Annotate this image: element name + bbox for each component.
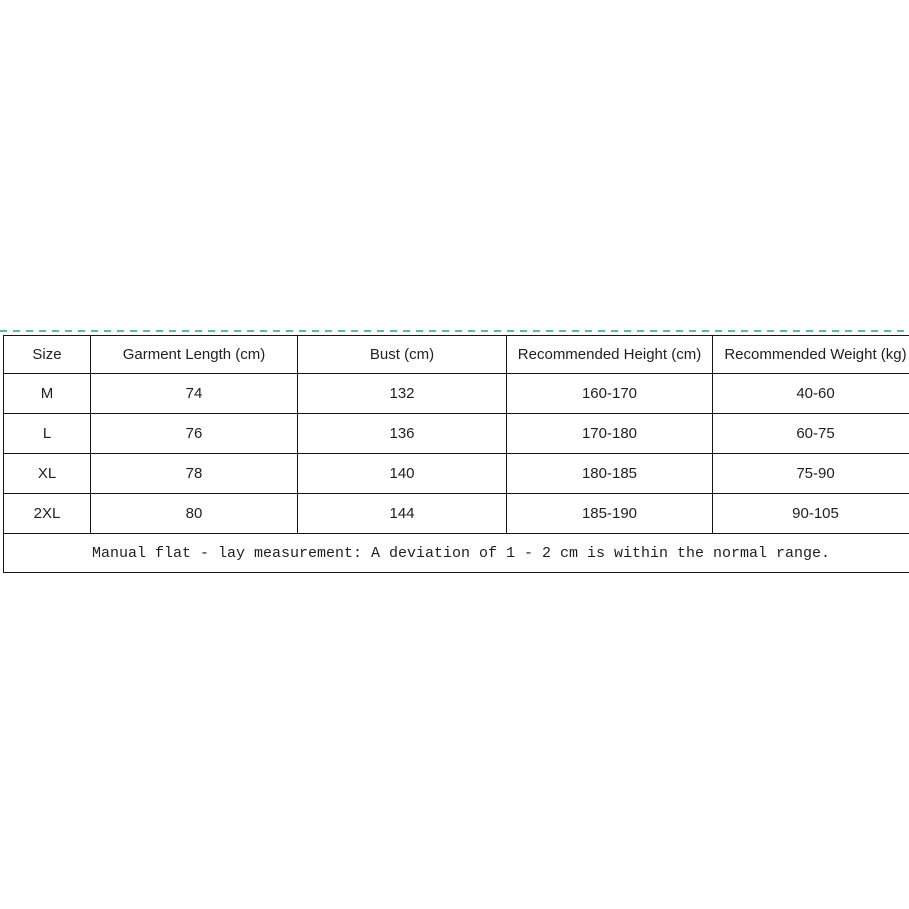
table-header-row (4, 336, 909, 374)
cell-recommended-weight: 60-75 (713, 414, 909, 454)
cell-size: L (4, 414, 91, 454)
column-header-recommended-weight: Recommended Weight (kg) (713, 336, 909, 374)
size-chart-table (3, 335, 909, 573)
column-header-recommended-height: Recommended Height (cm) (507, 336, 713, 374)
cell-recommended-weight: 90-105 (713, 494, 909, 534)
cell-garment-length: 76 (91, 414, 298, 454)
cell-recommended-height: 170-180 (507, 414, 713, 454)
cell-bust: 140 (298, 454, 507, 494)
cell-recommended-weight: 40-60 (713, 374, 909, 414)
cell-recommended-height: 185-190 (507, 494, 713, 534)
measurement-note: Manual flat - lay measurement: A deviation of 1 - 2 cm is within the normal range. (4, 534, 909, 573)
table-row-2xl (4, 494, 909, 534)
cell-garment-length: 80 (91, 494, 298, 534)
cell-size: 2XL (4, 494, 91, 534)
table-row-xl (4, 454, 909, 494)
table-footnote-row (4, 534, 909, 573)
column-header-garment-length: Garment Length (cm) (91, 336, 298, 374)
cell-size: XL (4, 454, 91, 494)
table-row-l (4, 414, 909, 454)
dashed-divider-line (0, 330, 909, 332)
cell-bust: 144 (298, 494, 507, 534)
cell-recommended-height: 160-170 (507, 374, 713, 414)
cell-size: M (4, 374, 91, 414)
cell-recommended-weight: 75-90 (713, 454, 909, 494)
column-header-bust: Bust (cm) (298, 336, 507, 374)
table-row-m (4, 374, 909, 414)
cell-garment-length: 74 (91, 374, 298, 414)
column-header-size: Size (4, 336, 91, 374)
cell-recommended-height: 180-185 (507, 454, 713, 494)
cell-garment-length: 78 (91, 454, 298, 494)
cell-bust: 136 (298, 414, 507, 454)
cell-bust: 132 (298, 374, 507, 414)
